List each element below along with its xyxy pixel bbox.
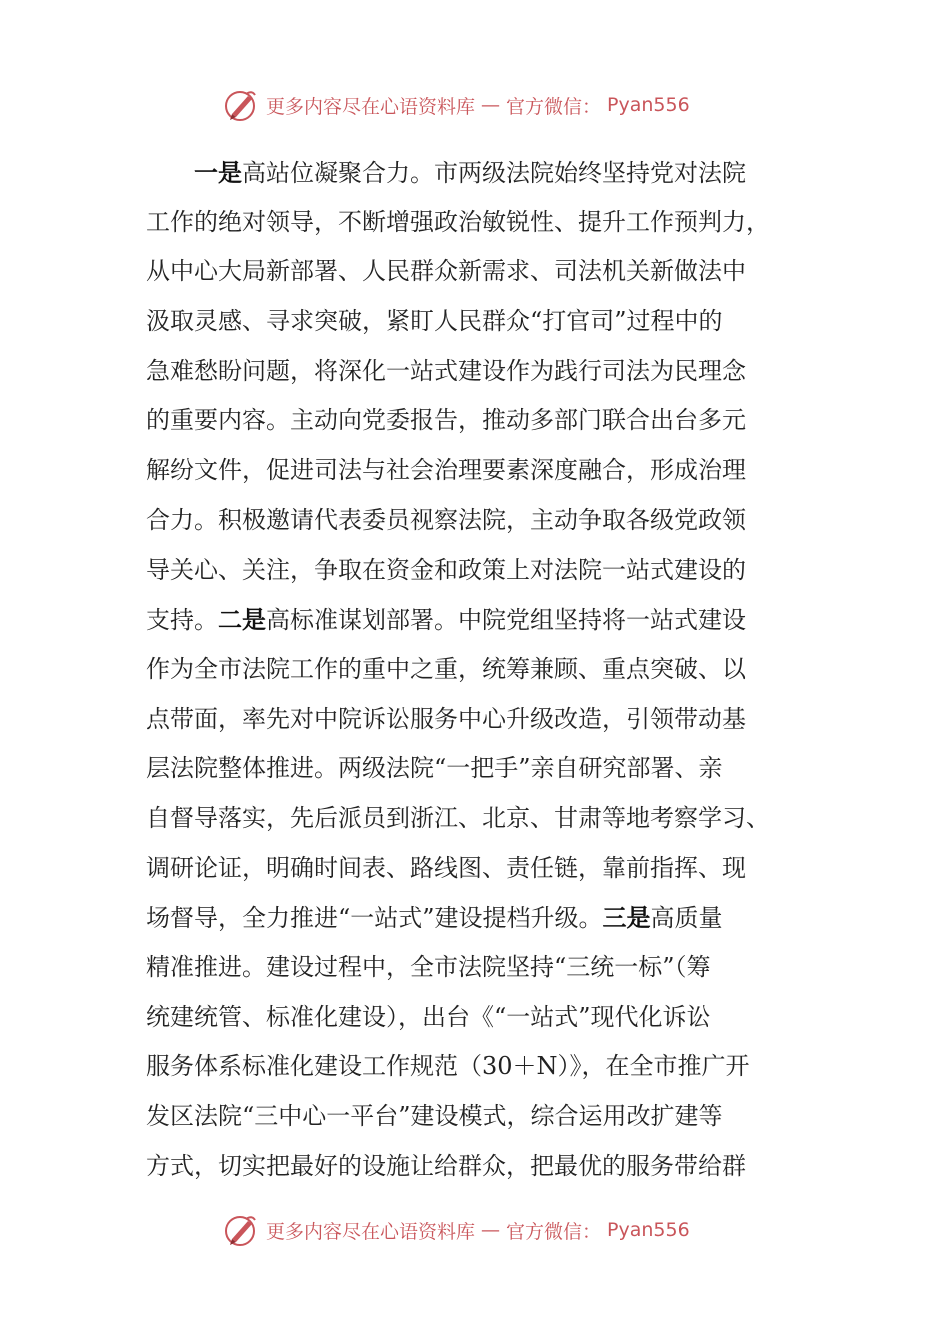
text-line: 作为全市法院工作的重中之重，统筹兼顾、重点突破、以 — [146, 654, 746, 683]
text-line: 服务体系标准化建设工作规范（30＋N）》，在全市推广开 — [146, 1052, 750, 1081]
text-line: 解纷文件，促进司法与社会治理要素深度融合，形成治理 — [146, 456, 746, 485]
bold-lead: 二是 — [218, 605, 266, 635]
text-line: 汲取灵感、寻求突破，紧盯人民群众“打官司”过程中的 — [146, 307, 723, 336]
text-line: 场督导，全力推进“一站式”建设提档升级。三是高质量 — [146, 903, 723, 933]
bold-lead: 三是 — [602, 903, 651, 933]
text-line: 层法院整体推进。两级法院“一把手”亲自研究部署、亲 — [146, 754, 723, 783]
header-watermark — [222, 86, 690, 124]
header-dash: — — [481, 94, 501, 116]
text-line: 从中心大局新部署、人民群众新需求、司法机关新做法中 — [146, 257, 746, 286]
text-line: 的重要内容。主动向党委报告，推动多部门联合出台多元 — [146, 406, 746, 435]
text-line: 方式，切实把最好的设施让给群众，把最优的服务带给群 — [146, 1151, 746, 1180]
header-wechat-label: 官方微信： — [506, 95, 602, 118]
text-line: 工作的绝对领导，不断增强政治敏锐性、提升工作预判力， — [146, 207, 770, 236]
footer-watermark — [222, 1211, 690, 1249]
text-line: 点带面，率先对中院诉讼服务中心升级改造，引领带动基 — [146, 704, 746, 733]
text-line: 自督导落实，先后派员到浙江、北京、甘肃等地考察学习、 — [146, 803, 770, 832]
header-brand: 更多内容尽在心语资料库 — [266, 95, 476, 118]
footer-wechat-id: Pyan556 — [607, 1219, 690, 1241]
footer-dash: — — [481, 1219, 501, 1241]
pen-logo-icon — [222, 86, 260, 124]
text-line: 统建统管、标准化建设），出台《“一站式”现代化诉讼 — [146, 1002, 711, 1031]
pen-logo-icon — [222, 1211, 260, 1249]
text-line: 发区法院“三中心一平台”建设模式，综合运用改扩建等 — [146, 1102, 723, 1131]
footer-brand: 更多内容尽在心语资料库 — [266, 1220, 476, 1243]
text-line: 导关心、关注，争取在资金和政策上对法院一站式建设的 — [146, 555, 746, 584]
text-line: 精准推进。建设过程中，全市法院坚持“三统一标”（筹 — [146, 953, 711, 981]
text-line: 合力。积极邀请代表委员视察法院，主动争取各级党政领 — [146, 505, 746, 534]
body-paragraph — [146, 148, 806, 1191]
header-wechat-id: Pyan556 — [607, 94, 690, 116]
bold-lead: 一是 — [194, 158, 242, 187]
text-line: 支持。二是高标准谋划部署。中院党组坚持将一站式建设 — [146, 605, 746, 635]
footer-wechat-label: 官方微信： — [506, 1220, 602, 1243]
text-line: 一是高站位凝聚合力。市两级法院始终坚持党对法院 — [194, 158, 746, 187]
text-line: 调研论证，明确时间表、路线图、责任链，靠前指挥、现 — [146, 853, 746, 882]
text-line: 急难愁盼问题，将深化一站式建设作为践行司法为民理念 — [146, 356, 746, 385]
